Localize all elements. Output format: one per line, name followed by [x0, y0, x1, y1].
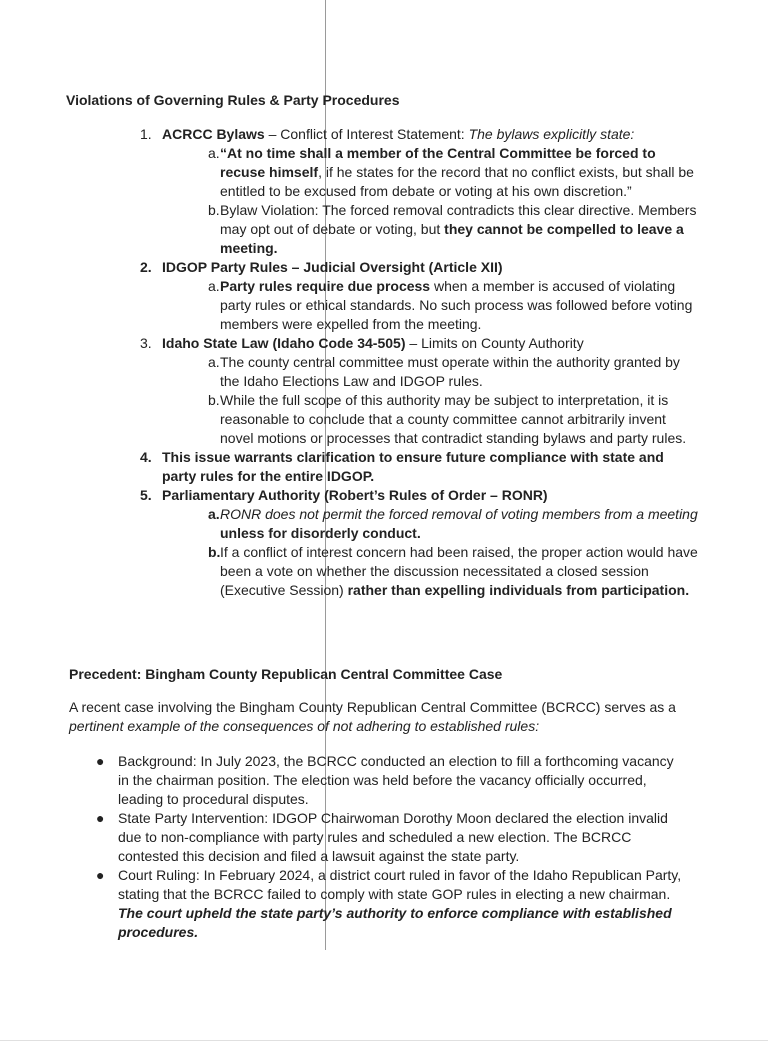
sub-text: , if he states for the record that no conflict exists, but shall be entitled to be excused from debate or voting at his own discretion.”: [220, 164, 694, 199]
sublist-item: [162, 543, 700, 600]
bullet-item: [96, 752, 688, 809]
bullet-dot: ●: [96, 867, 105, 883]
bullet-item: [96, 809, 688, 866]
list-item-2: [140, 258, 700, 334]
list-item-4: [140, 448, 700, 486]
sub-text: when a member is accused of violating party rules or ethical standards. No such process was followed before voting members were expelled from the meeting.: [220, 278, 693, 332]
sublist-item: [162, 277, 700, 334]
item-text: – Limits on County Authority: [405, 335, 584, 351]
sublist-item: [162, 201, 700, 258]
list-number: 1.: [140, 126, 152, 142]
sublist: [162, 505, 700, 600]
page-bottom-edge: [0, 1040, 768, 1041]
sublist-letter: a.: [208, 278, 220, 294]
item-title: Parliamentary Authority (Robert’s Rules of Order – RONR): [162, 487, 548, 503]
violations-list: [140, 125, 700, 600]
sublist: [162, 144, 700, 258]
sublist-item: [162, 353, 700, 391]
list-number: 2.: [140, 259, 152, 275]
intro-italic: pertinent example of the consequences of not adhering to established rules:: [69, 718, 540, 734]
list-item-3: [140, 334, 700, 448]
item-italic: The bylaws explicitly state:: [468, 126, 635, 142]
list-item-5: [140, 486, 700, 600]
item-title: IDGOP Party Rules – Judicial Oversight (Article XII): [162, 259, 503, 275]
list-item-1: [140, 125, 700, 258]
sublist-letter: a.: [208, 354, 220, 370]
list-number: 3.: [140, 335, 152, 351]
item-title: This issue warrants clarification to ensure future compliance with state and party rules for the entire IDGOP.: [162, 449, 664, 484]
sub-bold: rather than expelling individuals from participation.: [347, 582, 690, 598]
list-number: 5.: [140, 487, 152, 503]
list-number: 4.: [140, 449, 152, 465]
sub-text: Bylaw Violation: The forced removal contradicts this clear directive. Members may opt out of debate or voting, but: [220, 202, 697, 237]
bullet-dot: ●: [96, 810, 105, 826]
sublist-letter: a.: [208, 145, 220, 161]
item-text: – Conflict of Interest Statement:: [264, 126, 469, 142]
sublist-letter: b.: [208, 544, 221, 560]
sublist-item: [162, 144, 700, 201]
sub-bold: “At no time shall a member of the Central Committee be forced to recuse himself: [220, 145, 656, 180]
sublist-letter: b.: [208, 392, 220, 408]
sub-text: If a conflict of interest concern had been raised, the proper action would have been a vote on whether the discussion necessitated a closed session (Executive Session): [220, 544, 698, 598]
section-heading-precedent: Precedent: Bingham County Republican Central Committee Case: [69, 666, 503, 682]
sub-bold: they cannot be compelled to leave a meeting.: [220, 221, 684, 256]
sublist: [162, 353, 700, 448]
bullet-dot: ●: [96, 753, 105, 769]
sub-text: The county central committee must operate within the authority granted by the Idaho Elections Law and IDGOP rules.: [220, 354, 680, 389]
sublist: [162, 277, 700, 334]
item-title: ACRCC Bylaws: [162, 126, 265, 142]
precedent-bullets: [96, 752, 688, 942]
item-title: Idaho State Law (Idaho Code 34-505): [162, 335, 406, 351]
intro-text: A recent case involving the Bingham County Republican Central Committee (BCRCC) serves as a: [69, 699, 676, 715]
sub-bold: Party rules require due process: [220, 278, 431, 294]
bullet-text: Court Ruling: In February 2024, a district court ruled in favor of the Idaho Republican Party, stating that the BCRCC failed to comply with state GOP rules in electing a new chairman.: [118, 867, 682, 902]
intro-paragraph: [69, 698, 689, 736]
sub-italic: RONR does not permit the forced removal of voting members from a meeting: [220, 506, 698, 522]
section-heading-violations: Violations of Governing Rules & Party Procedures: [66, 92, 400, 108]
bullet-text: Background: In July 2023, the BCRCC conducted an election to fill a forthcoming vacancy in the chairman position. The election was held before the vacancy officially occurred, leading to procedural disputes.: [118, 753, 674, 807]
sublist-item: [162, 505, 700, 543]
bullet-bolditalic: The court upheld the state party’s authority to enforce compliance with established procedures.: [118, 905, 672, 940]
sub-text: While the full scope of this authority may be subject to interpretation, it is reasonable to conclude that a county committee cannot arbitrarily invent novel motions or processes that contradict standing bylaws and party rules.: [220, 392, 687, 446]
sublist-letter: b.: [208, 202, 220, 218]
bullet-item: [96, 866, 688, 942]
sublist-item: [162, 391, 700, 448]
bullet-text: State Party Intervention: IDGOP Chairwoman Dorothy Moon declared the election invalid due to non-compliance with party rules and scheduled a new election. The BCRCC contested this decision and filed a lawsuit against the state party.: [118, 810, 668, 864]
sub-bold: unless for disorderly conduct.: [220, 525, 421, 541]
sublist-letter: a.: [208, 506, 220, 522]
